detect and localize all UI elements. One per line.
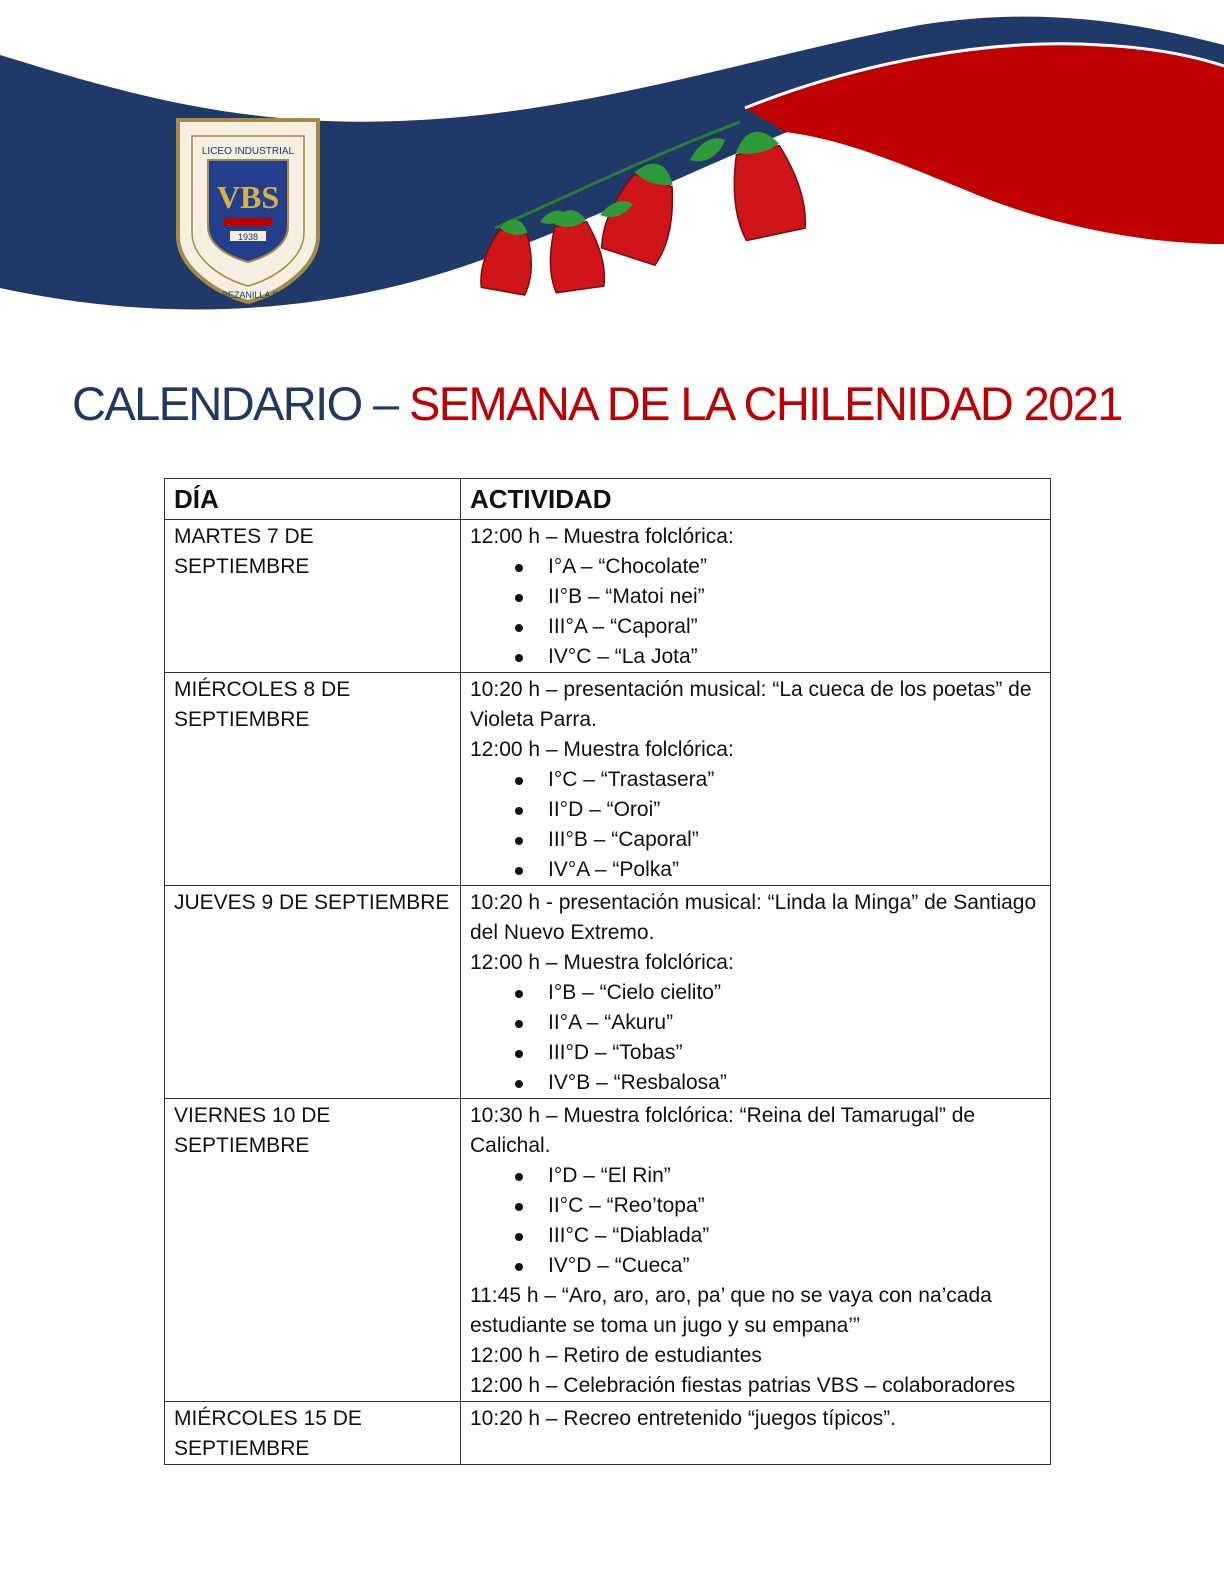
table-row — [165, 1402, 1051, 1465]
group-list — [470, 978, 1041, 1098]
activity-text: 10:20 h - presentación musical: “Linda la Minga” de Santiago del Nuevo Extremo. — [470, 891, 1037, 944]
group-list — [470, 765, 1041, 885]
title-semana: SEMANA DE LA CHILENIDAD 2021 — [409, 377, 1122, 430]
group-list-item: II°C – “Reo’topa” — [548, 1191, 1041, 1221]
group-list-item: IV°B – “Resbalosa” — [548, 1068, 1041, 1098]
title-calendario: CALENDARIO — [72, 377, 362, 430]
group-list-item: I°B – “Cielo cielito” — [548, 978, 1041, 1008]
group-list-item: II°A – “Akuru” — [548, 1008, 1041, 1038]
crest-monogram: VBS — [216, 179, 280, 215]
table-row — [165, 1099, 1051, 1402]
day-cell: VIERNES 10 DE SEPTIEMBRE — [165, 1099, 461, 1402]
day-cell: MIÉRCOLES 8 DE SEPTIEMBRE — [165, 673, 461, 886]
group-list-item: II°B – “Matoi nei” — [548, 582, 1041, 612]
activity-text: 12:00 h – Muestra folclórica: — [470, 525, 734, 548]
activity-text: 10:20 h – presentación musical: “La cueca de los poetas” de Violeta Parra. — [470, 678, 1032, 731]
activity-text: 12:00 h – Muestra folclórica: — [470, 738, 734, 761]
group-list-item: III°C – “Diablada” — [548, 1221, 1041, 1251]
activity-cell — [461, 1402, 1051, 1465]
crest-year: 1938 — [237, 232, 259, 242]
activity-cell — [461, 886, 1051, 1099]
activity-cell — [461, 673, 1051, 886]
table-row — [165, 673, 1051, 886]
crest-bottom-text: VICTOR BEZANILLA SALINAS — [185, 290, 311, 300]
activity-text: 10:20 h – Recreo entretenido “juegos típicos”. — [470, 1407, 897, 1430]
table-row — [165, 886, 1051, 1099]
group-list-item: I°A – “Chocolate” — [548, 552, 1041, 582]
group-list-item: III°B – “Caporal” — [548, 825, 1041, 855]
title-separator: – — [361, 377, 410, 430]
group-list-item: I°C – “Trastasera” — [548, 765, 1041, 795]
group-list-item: I°D – “El Rin” — [548, 1161, 1041, 1191]
activity-text: 10:30 h – Muestra folclórica: “Reina del Tamarugal” de Calichal. — [470, 1104, 976, 1157]
schedule-table — [164, 478, 1051, 1465]
group-list-item: IV°A – “Polka” — [548, 855, 1041, 885]
group-list — [470, 1161, 1041, 1281]
crest-top-text: LICEO INDUSTRIAL — [201, 146, 295, 157]
activity-text: 12:00 h – Celebración fiestas patrias VBS – colaboradores — [470, 1374, 1016, 1397]
school-crest-logo — [174, 116, 322, 306]
day-cell: JUEVES 9 DE SEPTIEMBRE — [165, 886, 461, 1099]
group-list-item: IV°C – “La Jota” — [548, 642, 1041, 672]
activity-text: 12:00 h – Retiro de estudiantes — [470, 1344, 762, 1367]
schedule-body — [165, 520, 1051, 1465]
group-list — [470, 552, 1041, 672]
group-list-item: III°A – “Caporal” — [548, 612, 1041, 642]
header-actividad: ACTIVIDAD — [461, 479, 1051, 520]
activity-cell — [461, 520, 1051, 673]
activity-text: 12:00 h – Muestra folclórica: — [470, 951, 734, 974]
group-list-item: IV°D – “Cueca” — [548, 1251, 1041, 1281]
day-cell: MARTES 7 DE SEPTIEMBRE — [165, 520, 461, 673]
header-dia: DÍA — [165, 479, 461, 520]
table-row — [165, 520, 1051, 673]
activity-cell — [461, 1099, 1051, 1402]
group-list-item: III°D – “Tobas” — [548, 1038, 1041, 1068]
day-cell: MIÉRCOLES 15 DE SEPTIEMBRE — [165, 1402, 461, 1465]
page-title — [72, 372, 1122, 436]
table-header-row — [165, 479, 1051, 520]
group-list-item: II°D – “Oroi” — [548, 795, 1041, 825]
activity-text: 11:45 h – “Aro, aro, aro, pa’ que no se vaya con na’cada estudiante se toma un jugo y su empana’” — [470, 1284, 992, 1337]
